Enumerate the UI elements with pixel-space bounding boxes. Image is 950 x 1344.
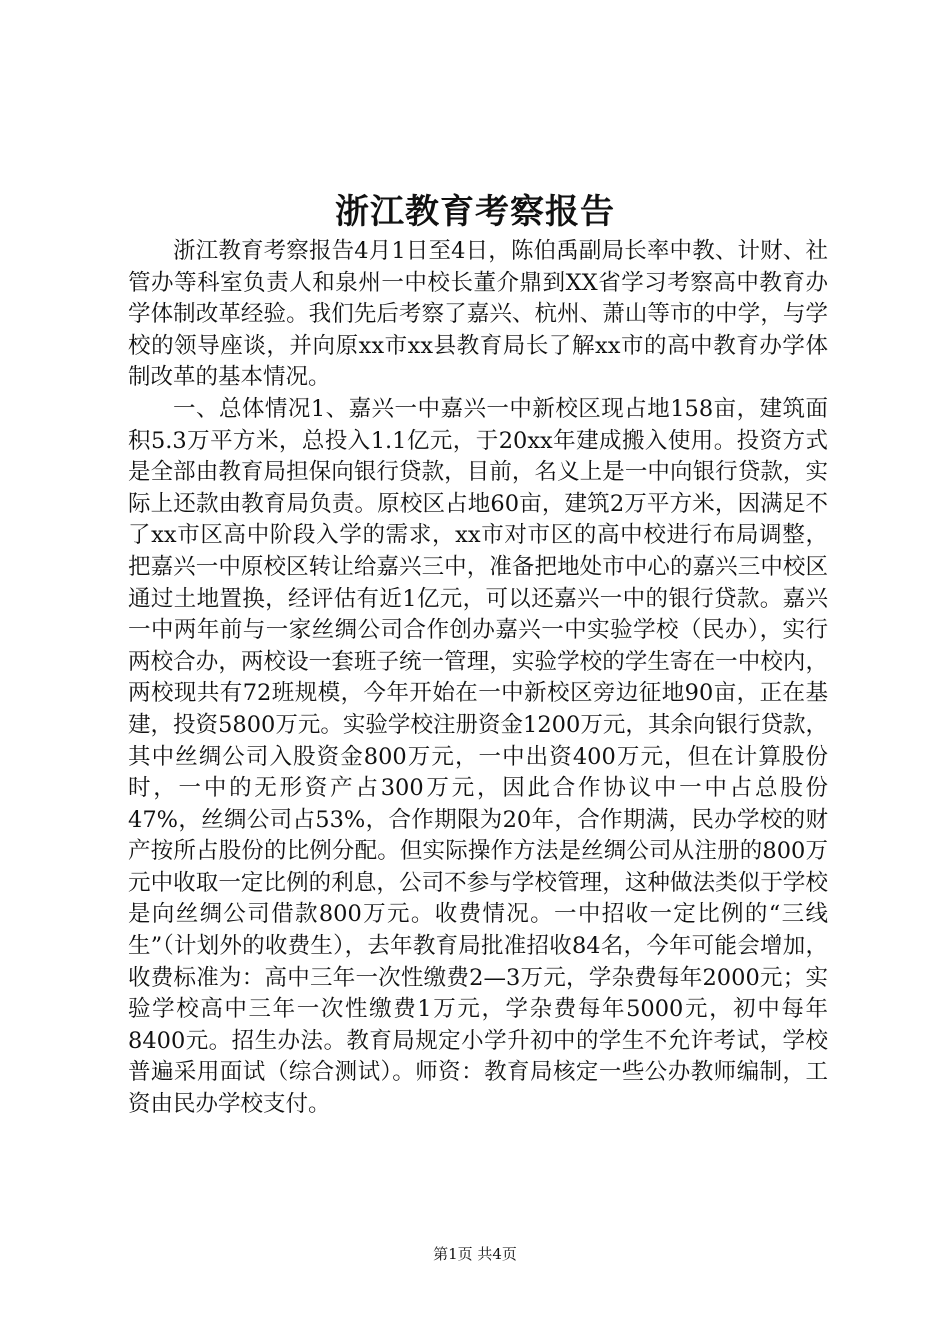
paragraph-intro: 浙江教育考察报告4月1日至4日，陈伯禹副局长率中教、计财、社管办等科室负责人和泉州一中校长董介鼎到XX省学习考察高中教育办学体制改革经验。我们先后考察了嘉兴、杭州、萧山等市的中学，与学校的领导座谈，并向原xx市xx县教育局长了解xx市的高中教育办学体制改革的基本情况。 (128, 238, 828, 391)
page-number-footer: 第1页 共4页 (433, 1245, 517, 1263)
document-body (128, 236, 828, 1121)
document-title: 浙江教育考察报告 (335, 192, 615, 232)
paragraph-overview: 一、总体情况1、嘉兴一中嘉兴一中新校区现占地158亩，建筑面积5.3万平方米，总投入1.1亿元，于20xx年建成搬入使用。投资方式是全部由教育局担保向银行贷款，目前，名义上是一中向银行贷款，实际上还款由教育局负责。原校区占地60亩，建筑2万平方米，因满足不了xx市区高中阶段入学的需求，xx市对市区的高中校进行布局调整，把嘉兴一中原校区转让给嘉兴三中，准备把地处市中心的嘉兴三中校区通过土地置换，经评估有近1亿元，可以还嘉兴一中的银行贷款。嘉兴一中两年前与一家丝绸公司合作创办嘉兴一中实验学校（民办），实行两校合办，两校设一套班子统一管理，实验学校的学生寄在一中校内，两校现共有72班规模，今年开始在一中新校区旁边征地90亩，正在基建，投资5800万元。实验学校注册资金1200万元，其余向银行贷款，其中丝绸公司入股资金800万元，一中出资400万元，但在计算股份时，一中的无形资产占300万元，因此合作协议中一中占总股份47%，丝绸公司占53%，合作期限为20年，合作期满，民办学校的财产按所占股份的比例分配。但实际操作方法是丝绸公司从注册的800万元中收取一定比例的利息，公司不参与学校管理，这种做法类似于学校是向丝绸公司借款800万元。收费情况。一中招收一定比例的“三线生”（计划外的收费生），去年教育局批准招收84名，今年可能会增加，收费标准为：高中三年一次性缴费2—3万元，学杂费每年2000元；实验学校高中三年一次性缴费1万元，学杂费每年5000元，初中每年8400元。招生办法。教育局规定小学升初中的学生不允许考试，学校普遍采用面试（综合测试）。师资：教育局核定一些公办教师编制，工资由民办学校支付。 (128, 395, 828, 1118)
